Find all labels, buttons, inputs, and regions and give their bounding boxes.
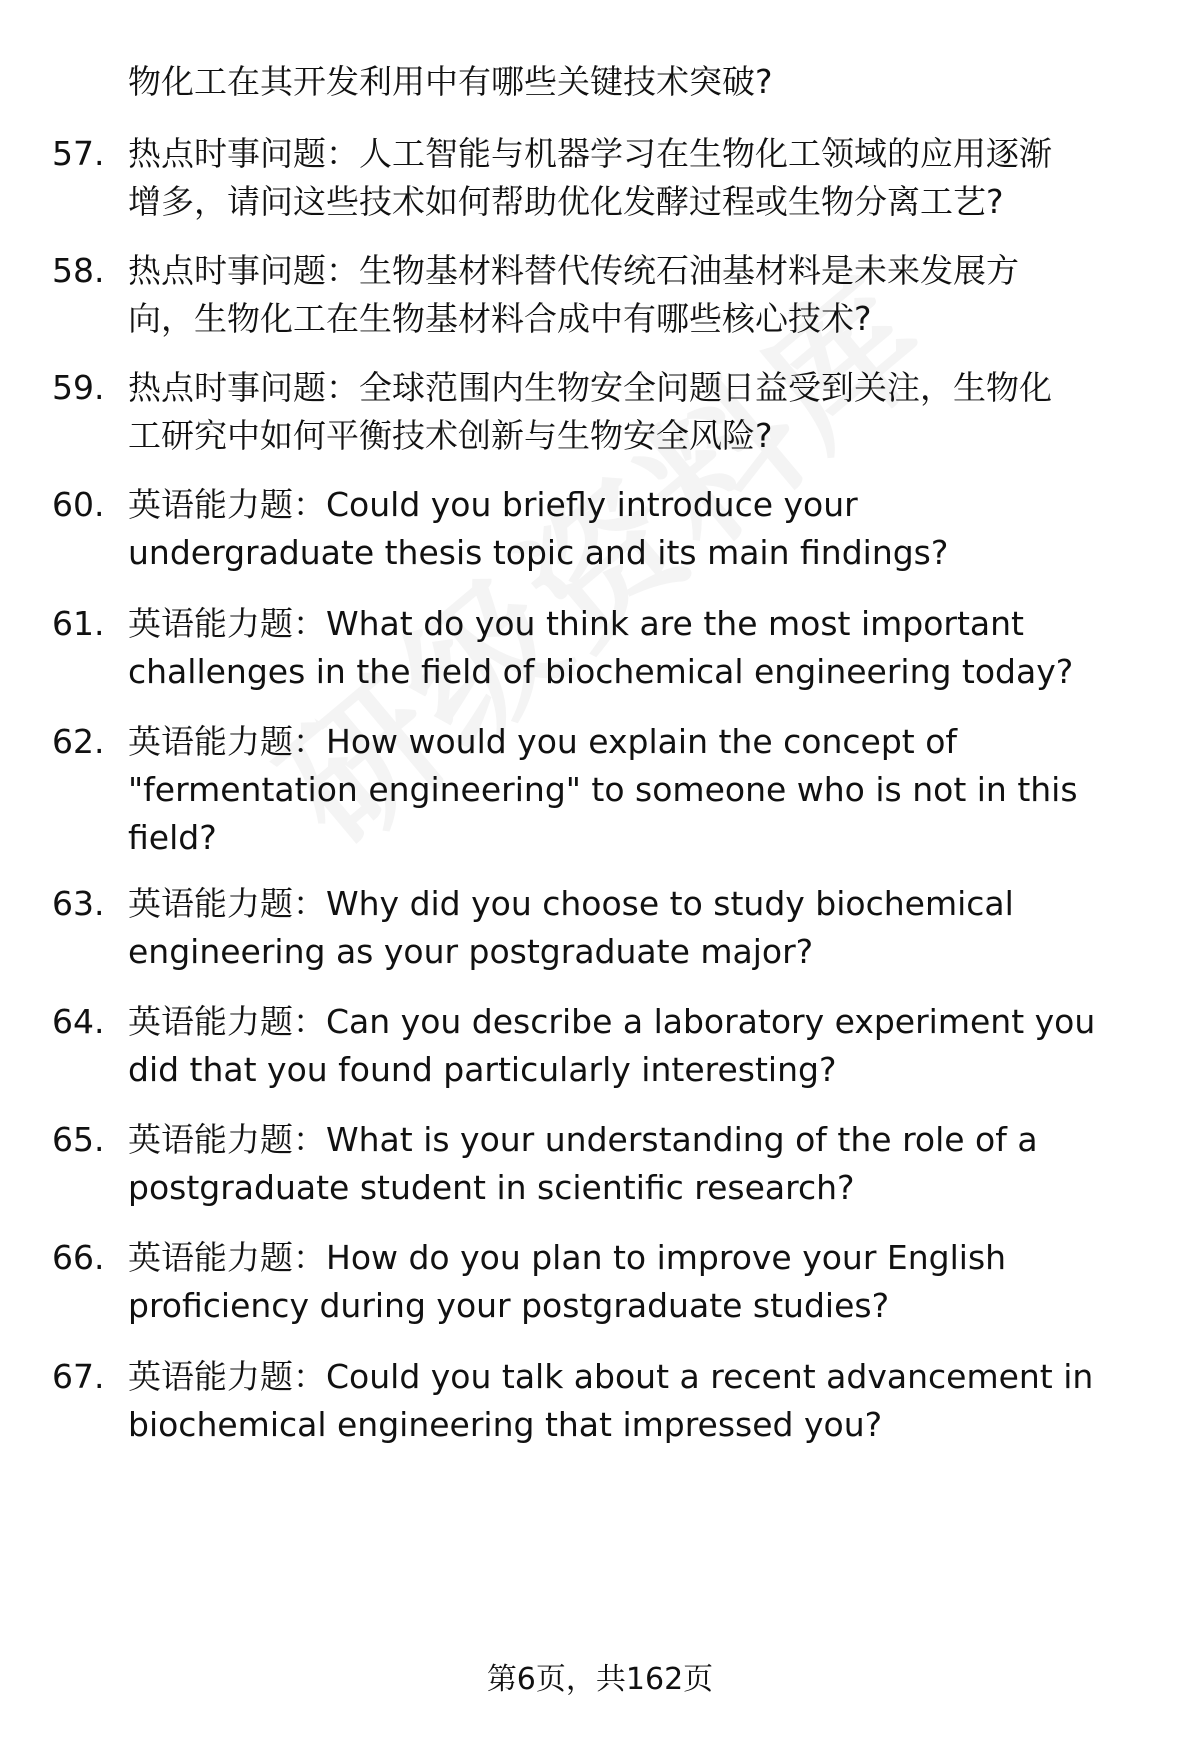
continued-question-line: 物化工在其开发利用中有哪些关键技术突破? <box>128 62 773 101</box>
question-text <box>128 998 1148 1094</box>
question-line: 英语能力题：How would you explain the concept of <box>128 722 957 761</box>
question-text <box>128 481 1148 577</box>
question-number: 58. <box>52 251 105 290</box>
question-line: 英语能力题：Can you describe a laboratory experiment you <box>128 1002 1096 1041</box>
question-number: 63. <box>52 884 105 923</box>
question-line: field? <box>128 818 217 857</box>
question-number: 64. <box>52 1002 105 1041</box>
question-number: 57. <box>52 134 105 173</box>
question-number: 67. <box>52 1357 105 1396</box>
question-line: "fermentation engineering" to someone who is not in this <box>128 770 1078 809</box>
question-text <box>128 130 1148 226</box>
question-line: challenges in the field of biochemical engineering today? <box>128 652 1074 691</box>
question-line: 增多，请问这些技术如何帮助优化发酵过程或生物分离工艺? <box>128 182 1004 221</box>
question-line: 英语能力题：What is your understanding of the role of a <box>128 1120 1038 1159</box>
question-text <box>128 247 1148 343</box>
question-line: 热点时事问题：生物基材料替代传统石油基材料是未来发展方 <box>128 251 1019 290</box>
question-line: undergraduate thesis topic and its main findings? <box>128 533 949 572</box>
question-line: 向，生物化工在生物基材料合成中有哪些核心技术? <box>128 299 872 338</box>
question-number: 61. <box>52 604 105 643</box>
question-text <box>128 718 1148 862</box>
question-line: 英语能力题：Could you talk about a recent advancement in <box>128 1357 1094 1396</box>
question-number: 59. <box>52 368 105 407</box>
question-text <box>128 600 1148 696</box>
question-text <box>128 364 1148 460</box>
page-footer: 第6页，共162页 <box>486 1662 714 1697</box>
question-number: 60. <box>52 485 105 524</box>
question-number: 65. <box>52 1120 105 1159</box>
question-text <box>128 1234 1148 1330</box>
question-line: 英语能力题：How do you plan to improve your English <box>128 1238 1007 1277</box>
question-line: 英语能力题：Why did you choose to study biochemical <box>128 884 1014 923</box>
question-line: 英语能力题：What do you think are the most important <box>128 604 1024 643</box>
question-text <box>128 1116 1148 1212</box>
question-text <box>128 1353 1148 1449</box>
question-line: biochemical engineering that impressed you? <box>128 1405 883 1444</box>
question-line: did that you found particularly interesting? <box>128 1050 837 1089</box>
question-line: engineering as your postgraduate major? <box>128 932 814 971</box>
question-text <box>128 880 1148 976</box>
question-line: 热点时事问题：全球范围内生物安全问题日益受到关注，生物化 <box>128 368 1052 407</box>
question-line: 英语能力题：Could you briefly introduce your <box>128 485 858 524</box>
question-line: 工研究中如何平衡技术创新与生物安全风险? <box>128 416 773 455</box>
question-number: 66. <box>52 1238 105 1277</box>
question-line: 热点时事问题：人工智能与机器学习在生物化工领域的应用逐渐 <box>128 134 1052 173</box>
question-line: proficiency during your postgraduate studies? <box>128 1286 890 1325</box>
question-line: postgraduate student in scientific research? <box>128 1168 855 1207</box>
question-number: 62. <box>52 722 105 761</box>
